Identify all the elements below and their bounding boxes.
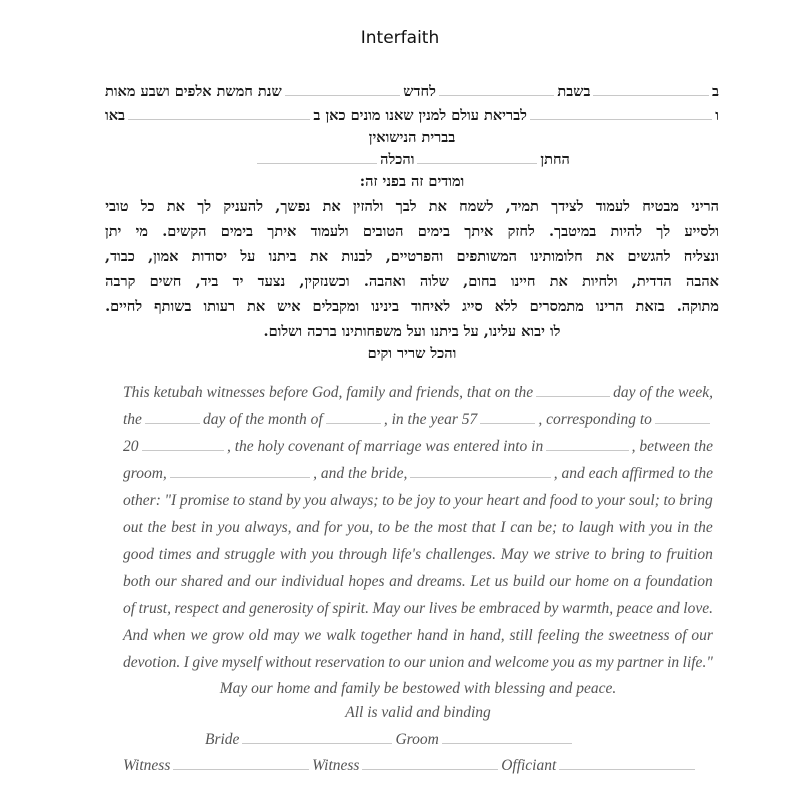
text-word: את: [596, 248, 615, 265]
text-word: of: [123, 600, 136, 617]
text-word: the: [584, 627, 604, 644]
english-line: [123, 438, 713, 456]
text-word: may: [273, 627, 300, 644]
english-line: [123, 411, 713, 429]
text-word: warmth,: [561, 600, 614, 617]
text-word: מבטיח: [642, 198, 679, 215]
text-word: bring: [679, 492, 713, 509]
fill-in-blank[interactable]: [128, 107, 310, 120]
text-word: במיטבך.: [548, 223, 597, 240]
text-word: you: [649, 519, 673, 536]
text-word: by: [285, 492, 301, 509]
text-word: embraced: [478, 600, 541, 617]
text-segment: שנת חמשת אלפים ושבע מאות: [104, 83, 282, 100]
text-word: לבך: [395, 198, 417, 215]
text-word: a: [633, 573, 642, 590]
text-segment: לחדש: [403, 83, 436, 100]
text-word: with: [618, 519, 646, 536]
text-segment: , in the year 57: [383, 411, 478, 428]
text-word: to: [438, 492, 451, 509]
text-word: welcome: [494, 654, 549, 671]
text-word: קרבה: [105, 273, 136, 290]
text-word: can: [510, 519, 533, 536]
text-word: most: [437, 519, 467, 536]
text-word: and: [389, 573, 413, 590]
text-segment: day of the month of: [203, 411, 323, 428]
english-line: [123, 519, 713, 537]
text-word: אהבה: [686, 273, 719, 290]
text-word: you: [311, 546, 334, 563]
text-word: הקשים.: [162, 223, 207, 240]
text-word: promise: [179, 492, 230, 509]
text-word: את: [428, 198, 447, 215]
text-segment: החתן: [540, 151, 570, 168]
text-word: את: [322, 198, 341, 215]
text-word: לאיחוד: [410, 298, 451, 315]
text-word: to: [377, 519, 390, 536]
text-word: לך: [656, 223, 671, 240]
text-segment: Witness: [312, 757, 360, 774]
text-segment: groom,: [123, 465, 167, 482]
text-word: reservation: [314, 654, 385, 671]
text-segment: והכל שריר וקים: [367, 345, 457, 362]
fill-in-blank[interactable]: [655, 411, 710, 424]
text-word: and: [467, 654, 492, 671]
text-word: to: [232, 492, 245, 509]
text-word: בימים: [417, 223, 450, 240]
text-word: always;: [330, 492, 379, 509]
text-word: נפשך,: [275, 198, 311, 215]
text-word: to: [594, 546, 607, 563]
text-word: joy: [416, 492, 436, 509]
english-line: [123, 465, 713, 483]
text-word: לצידך: [551, 198, 584, 215]
text-word: partner: [617, 654, 664, 671]
text-word: and: [227, 573, 251, 590]
text-word: to: [663, 492, 676, 509]
english-line: [123, 600, 713, 618]
text-word: ולסייע: [684, 223, 719, 240]
text-word: בימים: [220, 223, 254, 240]
hebrew-line: [105, 223, 719, 241]
text-word: individual: [281, 573, 344, 590]
text-word: feeling: [537, 627, 580, 644]
text-word: us: [494, 573, 509, 590]
hebrew-line: [105, 129, 719, 147]
text-word: to: [649, 546, 662, 563]
fill-in-blank[interactable]: [362, 757, 498, 770]
text-word: to: [388, 654, 401, 671]
text-segment: לו יבוא עלינו, על ביתנו ועל משפחותינו ברכה ושלום.: [263, 323, 561, 340]
text-word: love.: [683, 600, 713, 617]
text-word: and: [222, 600, 246, 617]
text-word: your: [596, 492, 626, 509]
text-word: and: [656, 600, 680, 617]
text-word: struggle: [224, 546, 276, 563]
text-word: stand: [248, 492, 283, 509]
text-word: איתך: [267, 223, 297, 240]
text-word: as: [578, 654, 592, 671]
fill-in-blank[interactable]: [142, 438, 224, 451]
text-word: and: [196, 546, 220, 563]
english-line: [123, 654, 713, 672]
text-segment: May our home and family be bestowed with blessing and peace.: [219, 680, 617, 697]
text-word: לחיים.: [105, 298, 143, 315]
text-word: hand,: [469, 627, 505, 644]
text-word: shared: [181, 573, 223, 590]
fill-in-blank[interactable]: [593, 83, 709, 96]
text-word: good: [123, 546, 154, 563]
text-segment: day of the week,: [613, 384, 713, 401]
text-word: יתן: [105, 223, 122, 240]
text-word: לך: [197, 198, 212, 215]
text-word: of: [674, 627, 687, 644]
text-word: ללא: [494, 298, 518, 315]
text-word: אמון,: [148, 248, 179, 265]
text-word: Let: [470, 573, 491, 590]
text-word: איש: [277, 298, 301, 315]
text-word: ולחיות: [582, 273, 618, 290]
text-segment: Groom: [395, 731, 439, 748]
text-word: be: [460, 600, 476, 617]
text-word: לבנות: [341, 248, 373, 265]
text-word: יסודות: [191, 248, 228, 265]
english-line: [123, 573, 713, 591]
text-word: together: [360, 627, 412, 644]
text-segment: , the holy covenant of marriage was entered into in: [226, 438, 544, 455]
hebrew-line: [105, 323, 719, 341]
fill-in-blank[interactable]: [442, 731, 572, 744]
text-word: וכשנזקין,: [299, 273, 350, 290]
text-word: על: [240, 248, 256, 265]
fill-in-blank[interactable]: [439, 83, 555, 96]
text-word: through: [338, 546, 388, 563]
text-word: in: [667, 654, 680, 671]
text-word: ונצליח: [683, 248, 719, 265]
fill-in-blank[interactable]: [559, 757, 695, 770]
fill-in-blank[interactable]: [530, 107, 712, 120]
text-word: heart: [486, 492, 520, 509]
text-word: מי: [135, 223, 148, 240]
text-word: you,: [346, 519, 374, 536]
english-line: [123, 627, 713, 645]
hebrew-line: [105, 173, 719, 191]
text-word: we: [190, 627, 208, 644]
text-word: the: [693, 519, 713, 536]
text-word: myself: [221, 654, 262, 671]
text-word: build: [512, 573, 545, 590]
text-word: ביתנו: [268, 248, 297, 265]
text-word: and: [296, 519, 320, 536]
text-word: we: [533, 546, 551, 563]
text-segment: , between the: [631, 438, 713, 455]
text-word: ולעמוד: [310, 223, 349, 240]
fill-in-blank[interactable]: [417, 151, 537, 164]
text-word: strive: [555, 546, 590, 563]
text-word: fruition: [666, 546, 713, 563]
text-word: still: [509, 627, 533, 644]
text-word: we: [304, 627, 322, 644]
text-word: the: [413, 519, 433, 536]
text-segment: והכלה: [380, 151, 415, 168]
text-segment: Bride: [205, 731, 240, 748]
text-word: כבוד,: [105, 248, 135, 265]
text-word: ביד,: [195, 273, 219, 290]
fill-in-blank[interactable]: [257, 151, 377, 164]
fill-in-blank[interactable]: [242, 731, 392, 744]
text-segment: לבריאת עולם למנין שאנו מונים כאן ב: [313, 107, 527, 124]
text-word: give: [192, 654, 219, 671]
text-word: חיינו: [510, 273, 536, 290]
text-word: when: [152, 627, 186, 644]
text-word: lives: [428, 600, 458, 617]
text-word: peace: [616, 600, 653, 617]
text-word: להגשים: [627, 248, 671, 265]
text-word: in: [452, 627, 465, 644]
fill-in-blank[interactable]: [546, 438, 628, 451]
text-word: את: [309, 248, 329, 265]
text-word: other:: [123, 492, 161, 509]
text-word: המשותפים: [456, 248, 518, 265]
text-word: hopes: [348, 573, 385, 590]
fill-in-blank[interactable]: [480, 411, 535, 424]
text-word: בזאת: [635, 298, 665, 315]
text-word: respect: [174, 600, 219, 617]
text-segment: the: [123, 411, 142, 428]
fill-in-blank[interactable]: [285, 83, 401, 96]
text-word: טובי: [105, 198, 129, 215]
document-title: Interfaith: [360, 28, 440, 48]
english-line: [123, 704, 713, 722]
text-word: בינינו: [371, 298, 399, 315]
english-line: [123, 680, 713, 698]
hebrew-line: [105, 298, 719, 316]
text-word: be: [397, 492, 413, 509]
text-word: out: [123, 519, 143, 536]
text-word: generosity: [249, 600, 314, 617]
text-word: life.": [682, 654, 713, 671]
text-word: את: [549, 273, 568, 290]
text-word: את: [166, 198, 185, 215]
text-word: לעמוד: [595, 198, 630, 215]
text-word: the: [147, 519, 167, 536]
text-word: walk: [326, 627, 356, 644]
text-word: our: [254, 573, 277, 590]
text-word: sweetness: [608, 627, 670, 644]
text-word: best: [171, 519, 197, 536]
text-word: מתוקה.: [676, 298, 719, 315]
text-word: יד: [232, 273, 244, 290]
text-word: נצעד: [257, 273, 286, 290]
text-segment: ב: [712, 83, 719, 100]
text-word: May: [500, 546, 529, 563]
text-word: בשותף: [154, 298, 192, 315]
text-word: life's: [391, 546, 422, 563]
text-word: on: [613, 573, 629, 590]
text-word: כל: [140, 198, 155, 215]
text-word: I: [183, 654, 189, 671]
text-segment: ומודים זה בפני זה:: [359, 173, 465, 190]
text-word: our: [549, 573, 571, 590]
english-line: [123, 492, 713, 510]
text-word: times: [158, 546, 192, 563]
text-word: our: [403, 600, 426, 617]
text-word: be: [394, 519, 410, 536]
text-word: והפרטיים,: [385, 248, 444, 265]
text-word: חשים: [149, 273, 182, 290]
text-word: food: [549, 492, 578, 509]
hebrew-line: [105, 345, 719, 363]
text-word: in: [677, 519, 690, 536]
text-word: להיות: [610, 223, 643, 240]
text-word: that: [471, 519, 496, 536]
fill-in-blank[interactable]: [326, 411, 381, 424]
text-word: רעותו: [203, 298, 236, 315]
text-segment: ו: [715, 107, 719, 124]
text-word: grow: [212, 627, 244, 644]
text-word: הדדית,: [631, 273, 672, 290]
text-word: laugh: [578, 519, 614, 536]
text-word: with: [279, 546, 307, 563]
text-word: challenges.: [425, 546, 496, 563]
text-word: להעניק: [223, 198, 264, 215]
text-word: ולהזין: [352, 198, 384, 215]
text-word: always,: [244, 519, 292, 536]
text-segment: בשבת: [557, 83, 591, 100]
text-word: trust,: [138, 600, 171, 617]
text-word: "I: [164, 492, 177, 509]
fill-in-blank[interactable]: [410, 465, 550, 478]
text-word: בחום,: [463, 273, 497, 290]
text-word: be;: [537, 519, 558, 536]
text-segment: בברית הנישואין: [368, 129, 456, 146]
hebrew-line: [105, 198, 719, 216]
hebrew-line: [105, 83, 719, 101]
text-word: ואהבה.: [363, 273, 406, 290]
english-line: [205, 731, 625, 749]
text-word: to: [382, 492, 395, 509]
fill-in-blank[interactable]: [536, 384, 610, 397]
text-word: סייג: [462, 298, 483, 315]
text-word: תמיד,: [505, 198, 539, 215]
text-word: bring: [611, 546, 645, 563]
text-segment: , and the bride,: [313, 465, 408, 482]
text-word: soul;: [628, 492, 660, 509]
text-word: שלוה: [419, 273, 449, 290]
text-word: our: [691, 627, 713, 644]
text-word: my: [595, 654, 614, 671]
english-line: [123, 546, 713, 564]
text-word: חלומותינו: [530, 248, 583, 265]
text-word: your: [454, 492, 483, 509]
text-segment: All is valid and binding: [345, 704, 491, 721]
hebrew-line: [105, 107, 719, 125]
text-word: home: [575, 573, 609, 590]
text-word: הריני: [691, 198, 719, 215]
text-word: הרינו: [595, 298, 624, 315]
hebrew-line: [105, 273, 719, 291]
text-segment: באו: [104, 107, 125, 124]
text-segment: Officiant: [501, 757, 557, 774]
text-word: May: [372, 600, 401, 617]
text-word: foundation: [645, 573, 713, 590]
text-word: הטובים: [362, 223, 404, 240]
text-word: our: [155, 573, 177, 590]
text-word: you: [304, 492, 327, 509]
text-word: devotion.: [123, 654, 181, 671]
text-word: by: [543, 600, 559, 617]
text-word: both: [123, 573, 151, 590]
text-word: לשמח: [459, 198, 494, 215]
fill-in-blank[interactable]: [173, 757, 309, 770]
text-word: union: [429, 654, 465, 671]
text-segment: , and each affirmed to the: [553, 465, 713, 482]
hebrew-line: [105, 151, 719, 169]
text-word: you: [552, 654, 575, 671]
text-word: our: [403, 654, 426, 671]
text-segment: Witness: [123, 757, 171, 774]
text-word: I: [500, 519, 506, 536]
text-word: את: [247, 298, 266, 315]
text-word: hand: [416, 627, 448, 644]
text-word: איתך: [464, 223, 494, 240]
text-word: to: [581, 492, 594, 509]
text-word: לחזק: [507, 223, 535, 240]
text-word: old: [248, 627, 269, 644]
text-word: without: [264, 654, 312, 671]
english-line: [123, 384, 713, 402]
fill-in-blank[interactable]: [145, 411, 200, 424]
text-segment: This ketubah witnesses before God, family and friends, that on the: [123, 384, 534, 401]
text-word: in: [200, 519, 213, 536]
text-word: And: [123, 627, 148, 644]
text-word: of: [316, 600, 329, 617]
text-word: to: [561, 519, 574, 536]
text-word: מתמסרים: [529, 298, 584, 315]
text-segment: , corresponding to: [538, 411, 652, 428]
text-word: spirit.: [332, 600, 369, 617]
text-word: dreams.: [416, 573, 466, 590]
text-word: ומקבלים: [312, 298, 360, 315]
text-word: for: [324, 519, 343, 536]
hebrew-line: [105, 248, 719, 266]
text-segment: 20: [123, 438, 139, 455]
text-word: you: [217, 519, 240, 536]
fill-in-blank[interactable]: [170, 465, 310, 478]
text-word: and: [522, 492, 547, 509]
english-line: [123, 757, 698, 775]
